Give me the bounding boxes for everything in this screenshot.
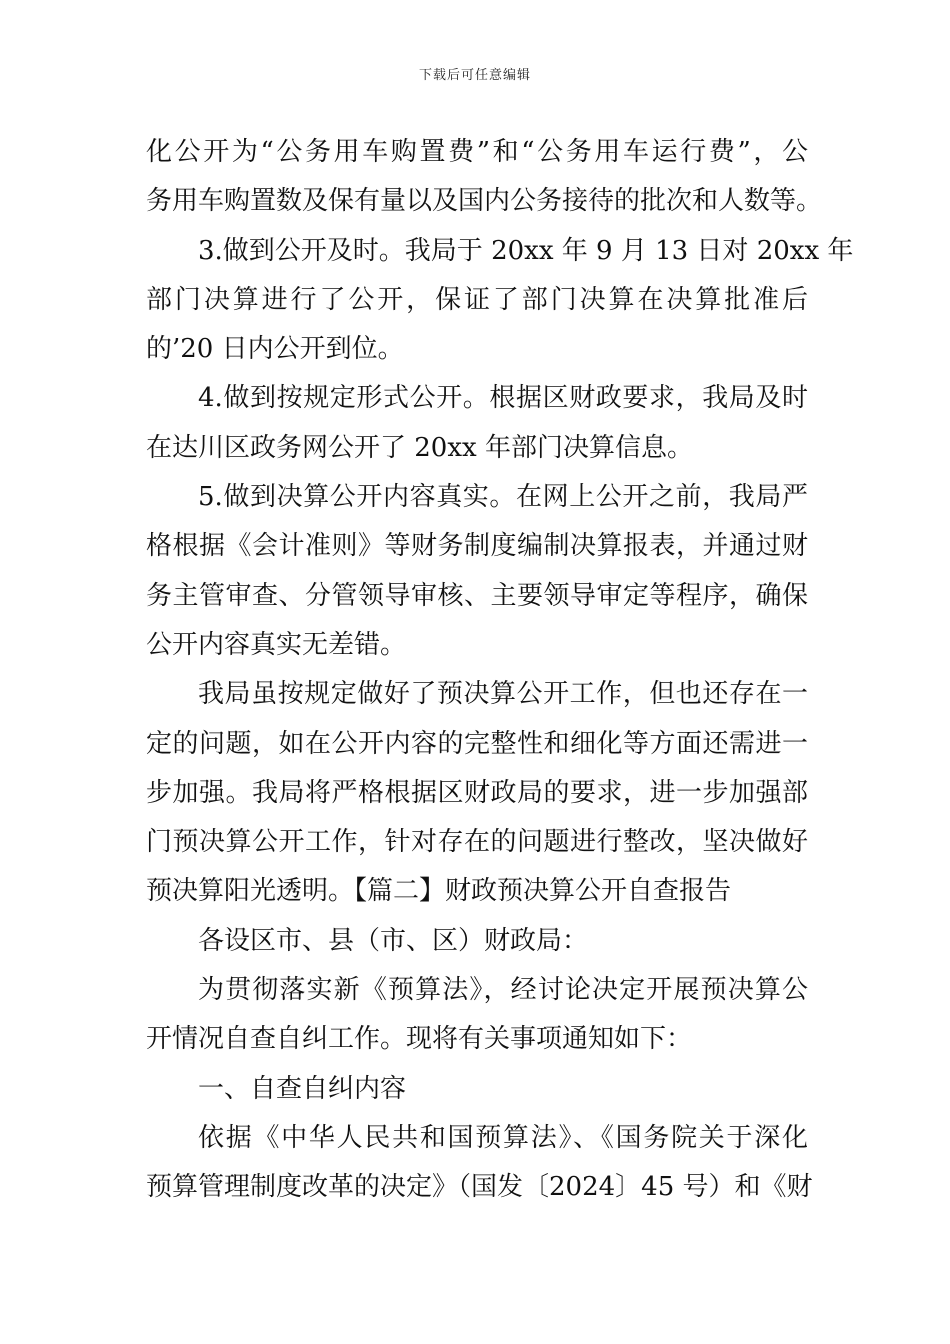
text-line: 开情况自查自纠工作。现将有关事项通知如下： <box>146 1024 693 1055</box>
document-body <box>146 128 854 1213</box>
text-line: 我局虽按规定做好了预决算公开工作，但也还存在一 <box>198 679 808 710</box>
text-line: 的’20 日内公开到位。 <box>146 334 404 365</box>
text-line: 务主管审查、分管领导审核、主要领导审定等程序，确保 <box>146 580 808 611</box>
page-header: 下载后可任意编辑 <box>418 68 531 83</box>
text-line: 各设区市、县（市、区）财政局： <box>198 925 589 956</box>
text-line: 部门决算进行了公开，保证了部门决算在决算批准后 <box>146 284 808 315</box>
text-line: 5.做到决算公开内容真实。在网上公开之前，我局严 <box>198 482 808 513</box>
text-line: 门预决算公开工作，针对存在的问题进行整改，坚决做好 <box>146 827 808 858</box>
text-line: 为贯彻落实新《预算法》，经讨论决定开展预决算公 <box>198 975 808 1006</box>
text-line: 格根据《会计准则》等财务制度编制决算报表，并通过财 <box>146 531 808 562</box>
text-line: 定的问题，如在公开内容的完整性和细化等方面还需进一 <box>146 728 808 759</box>
text-line: 化公开为“公务用车购置费”和“公务用车运行费”，公 <box>146 137 808 167</box>
text-line: 步加强。我局将严格根据区财政局的要求，进一步加强部 <box>146 777 808 808</box>
text-line: 3.做到公开及时。我局于 20xx 年 9 月 13 日对 20xx 年 <box>198 235 854 266</box>
text-line: 依据《中华人民共和国预算法》、《国务院关于深化 <box>198 1122 808 1153</box>
text-line: 在达川区政务网公开了 20xx 年部门决算信息。 <box>146 432 693 463</box>
text-line: 预决算阳光透明。【篇二】财政预决算公开自查报告 <box>146 876 732 907</box>
text-line: 一、自查自纠内容 <box>198 1073 407 1104</box>
text-line: 预算管理制度改革的决定》（国发〔2024〕45 号）和《财 <box>146 1172 813 1203</box>
text-line: 务用车购置数及保有量以及国内公务接待的批次和人数等。 <box>146 186 823 217</box>
text-line: 公开内容真实无差错。 <box>146 629 407 660</box>
text-line: 4.做到按规定形式公开。根据区财政要求，我局及时 <box>198 383 808 414</box>
